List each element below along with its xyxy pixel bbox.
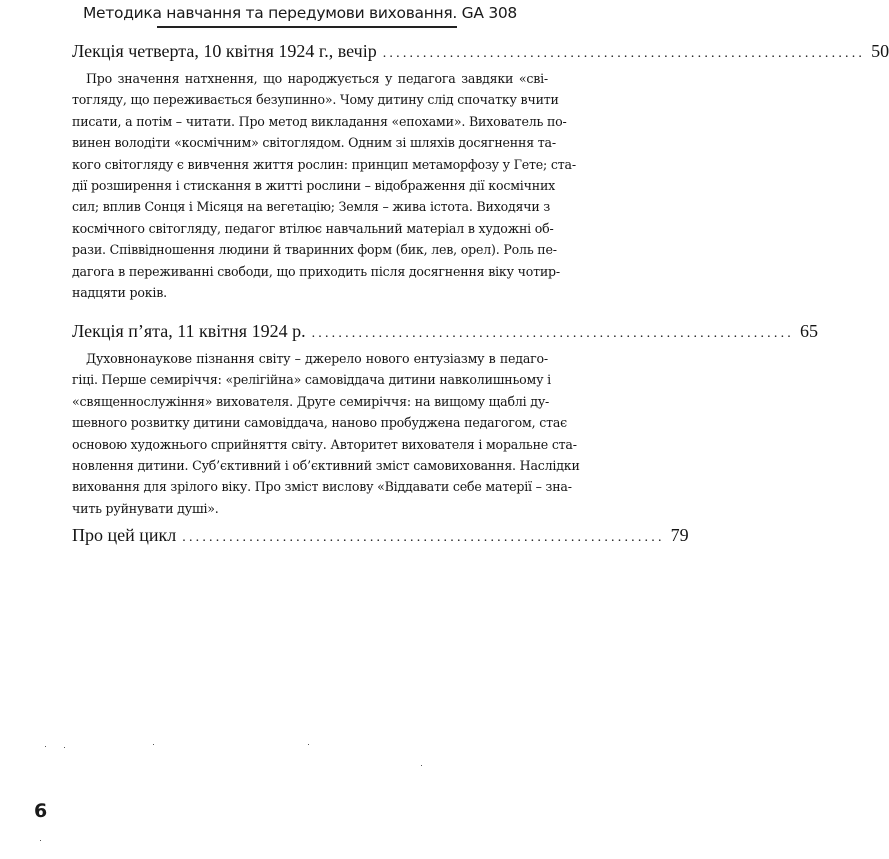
- toc-entry-heading[interactable]: [72, 40, 889, 65]
- summary-line: новлення дитини. Суб’єктивний і об’єктивний зміст самовиховання. Наслідки: [72, 458, 580, 474]
- scan-speck: [45, 746, 46, 747]
- toc-entry-title[interactable]: Про цей цикл: [72, 525, 177, 545]
- summary-line: Про значення натхнення, що народжується у педагога завдяки «сві-: [86, 71, 548, 86]
- dot-leader: ........................................................................: [311, 326, 794, 341]
- page-number: 6: [34, 800, 48, 822]
- summary-line: гіці. Перше семиріччя: «релігійна» самовіддача дитини навколишньому і: [72, 372, 551, 388]
- dot-leader: ........................................................................: [182, 530, 665, 545]
- running-header: Методика навчання та передумови виховання. GA 308: [82, 4, 517, 22]
- dot-leader: ........................................................................: [382, 46, 866, 61]
- header-rule: [157, 26, 457, 28]
- toc-entry-page[interactable]: 79: [670, 525, 689, 545]
- toc-entry-heading[interactable]: [72, 320, 818, 345]
- summary-line: шевного розвитку дитини самовіддача, наново пробуджена педагогом, стає: [72, 415, 568, 431]
- summary-line: виховання для зрілого віку. Про зміст вислову «Віддавати себе матерії – зна-: [72, 479, 572, 495]
- summary-line: кого світогляду є вивчення життя рослин: принцип метаморфозу у Гете; ста-: [72, 156, 576, 172]
- summary-line: винен володіти «космічним» світоглядом. Одним зі шляхів досягнення та-: [72, 135, 556, 151]
- toc-entry-lecture-5: [72, 320, 818, 519]
- toc-entry-page[interactable]: 50: [871, 41, 889, 61]
- toc-entry-summary: [72, 68, 576, 303]
- scan-speck: [64, 747, 65, 748]
- summary-line: рази. Співвідношення людини й тваринних форм (бик, лев, орел). Роль пе-: [72, 242, 557, 258]
- summary-line: Духовнонаукове пізнання світу – джерело нового ентузіазму в педаго-: [86, 351, 548, 366]
- summary-line: «священнослужіння» вихователя. Друге семиріччя: на вищому щаблі ду-: [72, 393, 550, 409]
- scan-speck: [153, 744, 154, 745]
- toc-entry-title[interactable]: Лекція четверта, 10 квітня 1924 г., вечір: [72, 41, 377, 61]
- summary-line: надцяти років.: [72, 285, 167, 301]
- summary-line: основою художнього сприйняття світу. Авторитет вихователя і моральне ста-: [72, 436, 577, 452]
- toc-entry-lecture-4: [72, 40, 889, 303]
- summary-line: чить руйнувати душі».: [72, 500, 219, 516]
- scan-speck: [40, 840, 41, 841]
- summary-line: дії розширення і стискання в житті рослини – відображення дії космічних: [72, 178, 556, 194]
- summary-line: сил; вплив Сонця і Місяця на вегетацію; Земля – жива істота. Виходячи з: [72, 199, 551, 215]
- summary-line: писати, а потім – читати. Про метод викладання «епохами». Вихователь по-: [72, 113, 567, 129]
- toc-entry-summary: [72, 348, 580, 519]
- toc-entry-page[interactable]: 65: [799, 321, 818, 341]
- summary-line: тогляду, що переживається безупинно». Чому дитину слід спочатку вчити: [72, 92, 559, 108]
- toc-entry-heading[interactable]: [72, 524, 689, 549]
- summary-line: дагога в переживанні свободи, що приходить після досягнення віку чотир-: [72, 263, 560, 279]
- scan-speck: [421, 765, 422, 766]
- toc-entry-about-cycle: [72, 524, 689, 552]
- summary-line: космічного світогляду, педагог втілює навчальний матеріал в художні об-: [72, 220, 554, 236]
- scan-speck: [308, 744, 309, 745]
- toc-entry-title[interactable]: Лекція п’ята, 11 квітня 1924 р.: [72, 321, 306, 341]
